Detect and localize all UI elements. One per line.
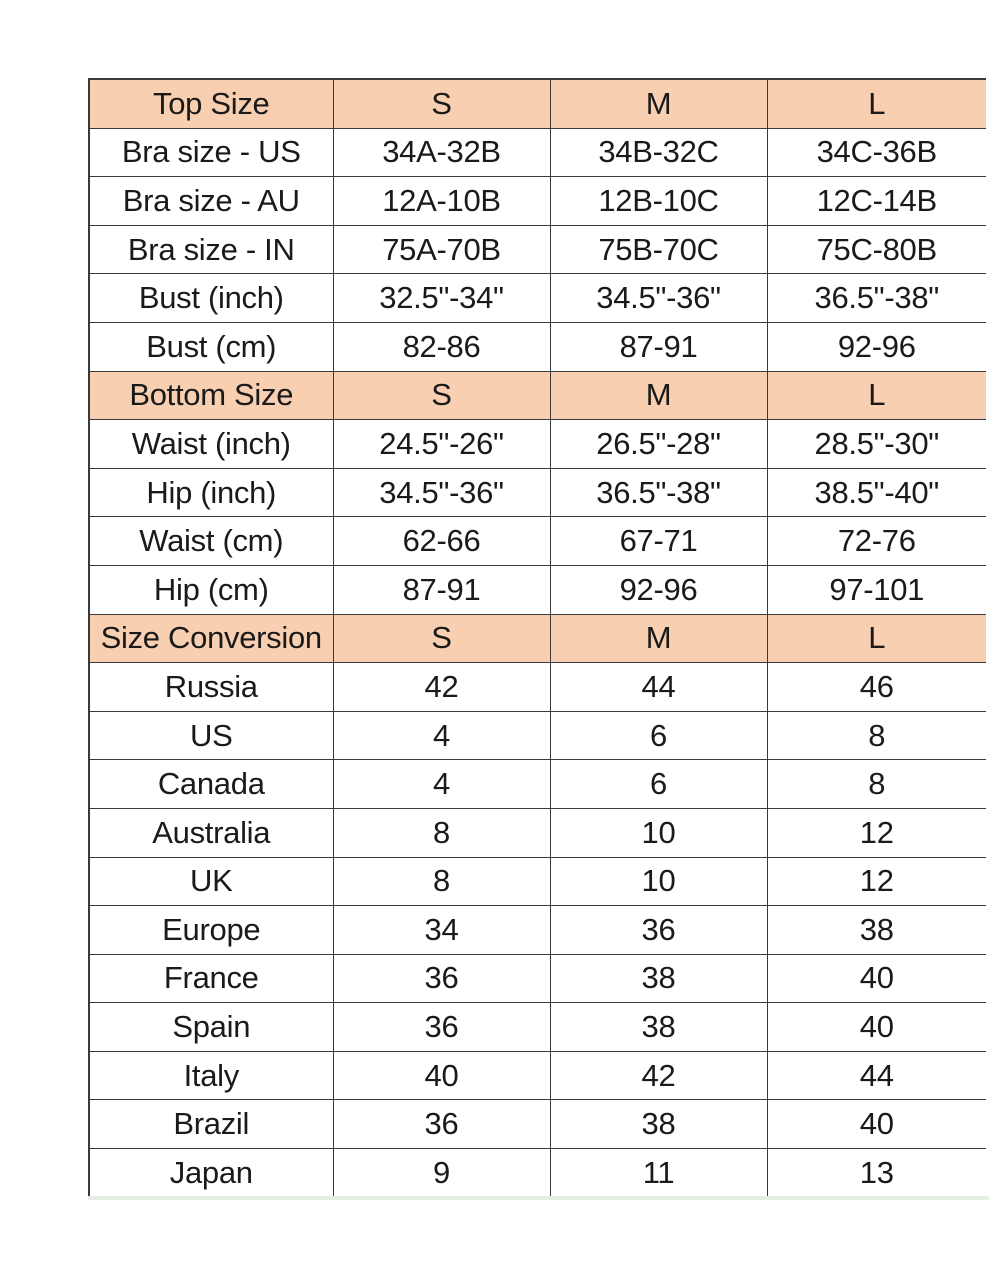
size-chart-body: [89, 79, 986, 1198]
size-value-cell: 87-91: [333, 565, 550, 614]
row-label: Russia: [89, 663, 333, 712]
row-label: Waist (cm): [89, 517, 333, 566]
size-value-cell: 26.5"-28": [550, 420, 767, 469]
table-row: [89, 322, 986, 371]
table-row: [89, 565, 986, 614]
size-value-cell: 40: [767, 954, 986, 1003]
size-value-cell: 6: [550, 760, 767, 809]
size-value-cell: 12: [767, 857, 986, 906]
size-column-header: S: [333, 79, 550, 128]
section-header-row-bottom-size: [89, 371, 986, 420]
row-label: Australia: [89, 808, 333, 857]
size-column-header: M: [550, 79, 767, 128]
size-value-cell: 34A-32B: [333, 128, 550, 177]
size-value-cell: 34C-36B: [767, 128, 986, 177]
row-label: Bust (cm): [89, 322, 333, 371]
table-row: [89, 808, 986, 857]
table-row: [89, 468, 986, 517]
size-value-cell: 42: [333, 663, 550, 712]
table-row: [89, 1003, 986, 1052]
size-value-cell: 38.5"-40": [767, 468, 986, 517]
row-label: UK: [89, 857, 333, 906]
size-value-cell: 4: [333, 760, 550, 809]
row-label: Brazil: [89, 1100, 333, 1149]
size-value-cell: 40: [767, 1003, 986, 1052]
size-value-cell: 97-101: [767, 565, 986, 614]
size-value-cell: 34.5"-36": [333, 468, 550, 517]
size-value-cell: 92-96: [767, 322, 986, 371]
size-value-cell: 82-86: [333, 322, 550, 371]
row-label: Hip (inch): [89, 468, 333, 517]
table-row: [89, 517, 986, 566]
size-value-cell: 46: [767, 663, 986, 712]
size-value-cell: 24.5"-26": [333, 420, 550, 469]
size-column-header: S: [333, 614, 550, 663]
row-label: Spain: [89, 1003, 333, 1052]
size-value-cell: 75C-80B: [767, 225, 986, 274]
size-value-cell: 62-66: [333, 517, 550, 566]
table-row: [89, 711, 986, 760]
size-value-cell: 34B-32C: [550, 128, 767, 177]
size-column-header: S: [333, 371, 550, 420]
table-row: [89, 954, 986, 1003]
size-value-cell: 8: [767, 760, 986, 809]
size-column-header: M: [550, 614, 767, 663]
size-value-cell: 36.5"-38": [767, 274, 986, 323]
size-value-cell: 6: [550, 711, 767, 760]
section-header-row-size-conversion: [89, 614, 986, 663]
table-row: [89, 225, 986, 274]
table-row: [89, 760, 986, 809]
table-row: [89, 274, 986, 323]
table-row: [89, 177, 986, 226]
size-value-cell: 38: [550, 1003, 767, 1052]
row-label: France: [89, 954, 333, 1003]
size-value-cell: 9: [333, 1149, 550, 1198]
row-label: Bra size - AU: [89, 177, 333, 226]
size-value-cell: 92-96: [550, 565, 767, 614]
table-row: [89, 128, 986, 177]
size-value-cell: 75B-70C: [550, 225, 767, 274]
row-label: Bust (inch): [89, 274, 333, 323]
section-title: Size Conversion: [89, 614, 333, 663]
row-label: Europe: [89, 906, 333, 955]
size-value-cell: 40: [767, 1100, 986, 1149]
size-chart-table: [88, 78, 986, 1199]
table-bottom-edge: [88, 1196, 989, 1200]
row-label: Bra size - IN: [89, 225, 333, 274]
table-row: [89, 1100, 986, 1149]
table-row: [89, 906, 986, 955]
size-value-cell: 13: [767, 1149, 986, 1198]
row-label: US: [89, 711, 333, 760]
section-title: Top Size: [89, 79, 333, 128]
table-row: [89, 1051, 986, 1100]
size-value-cell: 87-91: [550, 322, 767, 371]
size-value-cell: 8: [333, 808, 550, 857]
size-value-cell: 72-76: [767, 517, 986, 566]
size-value-cell: 36: [550, 906, 767, 955]
size-value-cell: 42: [550, 1051, 767, 1100]
size-value-cell: 36: [333, 1003, 550, 1052]
row-label: Canada: [89, 760, 333, 809]
size-value-cell: 12A-10B: [333, 177, 550, 226]
size-value-cell: 11: [550, 1149, 767, 1198]
size-value-cell: 10: [550, 808, 767, 857]
size-value-cell: 40: [333, 1051, 550, 1100]
size-value-cell: 28.5"-30": [767, 420, 986, 469]
table-row: [89, 420, 986, 469]
size-value-cell: 36: [333, 954, 550, 1003]
row-label: Bra size - US: [89, 128, 333, 177]
size-value-cell: 38: [550, 1100, 767, 1149]
size-value-cell: 67-71: [550, 517, 767, 566]
size-value-cell: 38: [767, 906, 986, 955]
size-value-cell: 12B-10C: [550, 177, 767, 226]
size-value-cell: 12C-14B: [767, 177, 986, 226]
size-value-cell: 75A-70B: [333, 225, 550, 274]
row-label: Waist (inch): [89, 420, 333, 469]
size-value-cell: 36.5"-38": [550, 468, 767, 517]
size-value-cell: 32.5"-34": [333, 274, 550, 323]
size-value-cell: 44: [767, 1051, 986, 1100]
row-label: Hip (cm): [89, 565, 333, 614]
size-column-header: L: [767, 79, 986, 128]
row-label: Italy: [89, 1051, 333, 1100]
size-value-cell: 34: [333, 906, 550, 955]
size-value-cell: 8: [333, 857, 550, 906]
size-value-cell: 36: [333, 1100, 550, 1149]
size-value-cell: 10: [550, 857, 767, 906]
size-value-cell: 34.5"-36": [550, 274, 767, 323]
size-value-cell: 44: [550, 663, 767, 712]
row-label: Japan: [89, 1149, 333, 1198]
section-title: Bottom Size: [89, 371, 333, 420]
table-row: [89, 857, 986, 906]
size-column-header: L: [767, 371, 986, 420]
size-value-cell: 38: [550, 954, 767, 1003]
size-column-header: L: [767, 614, 986, 663]
section-header-row-top-size: [89, 79, 986, 128]
size-value-cell: 12: [767, 808, 986, 857]
size-value-cell: 8: [767, 711, 986, 760]
table-row: [89, 663, 986, 712]
size-value-cell: 4: [333, 711, 550, 760]
table-row: [89, 1149, 986, 1198]
size-column-header: M: [550, 371, 767, 420]
